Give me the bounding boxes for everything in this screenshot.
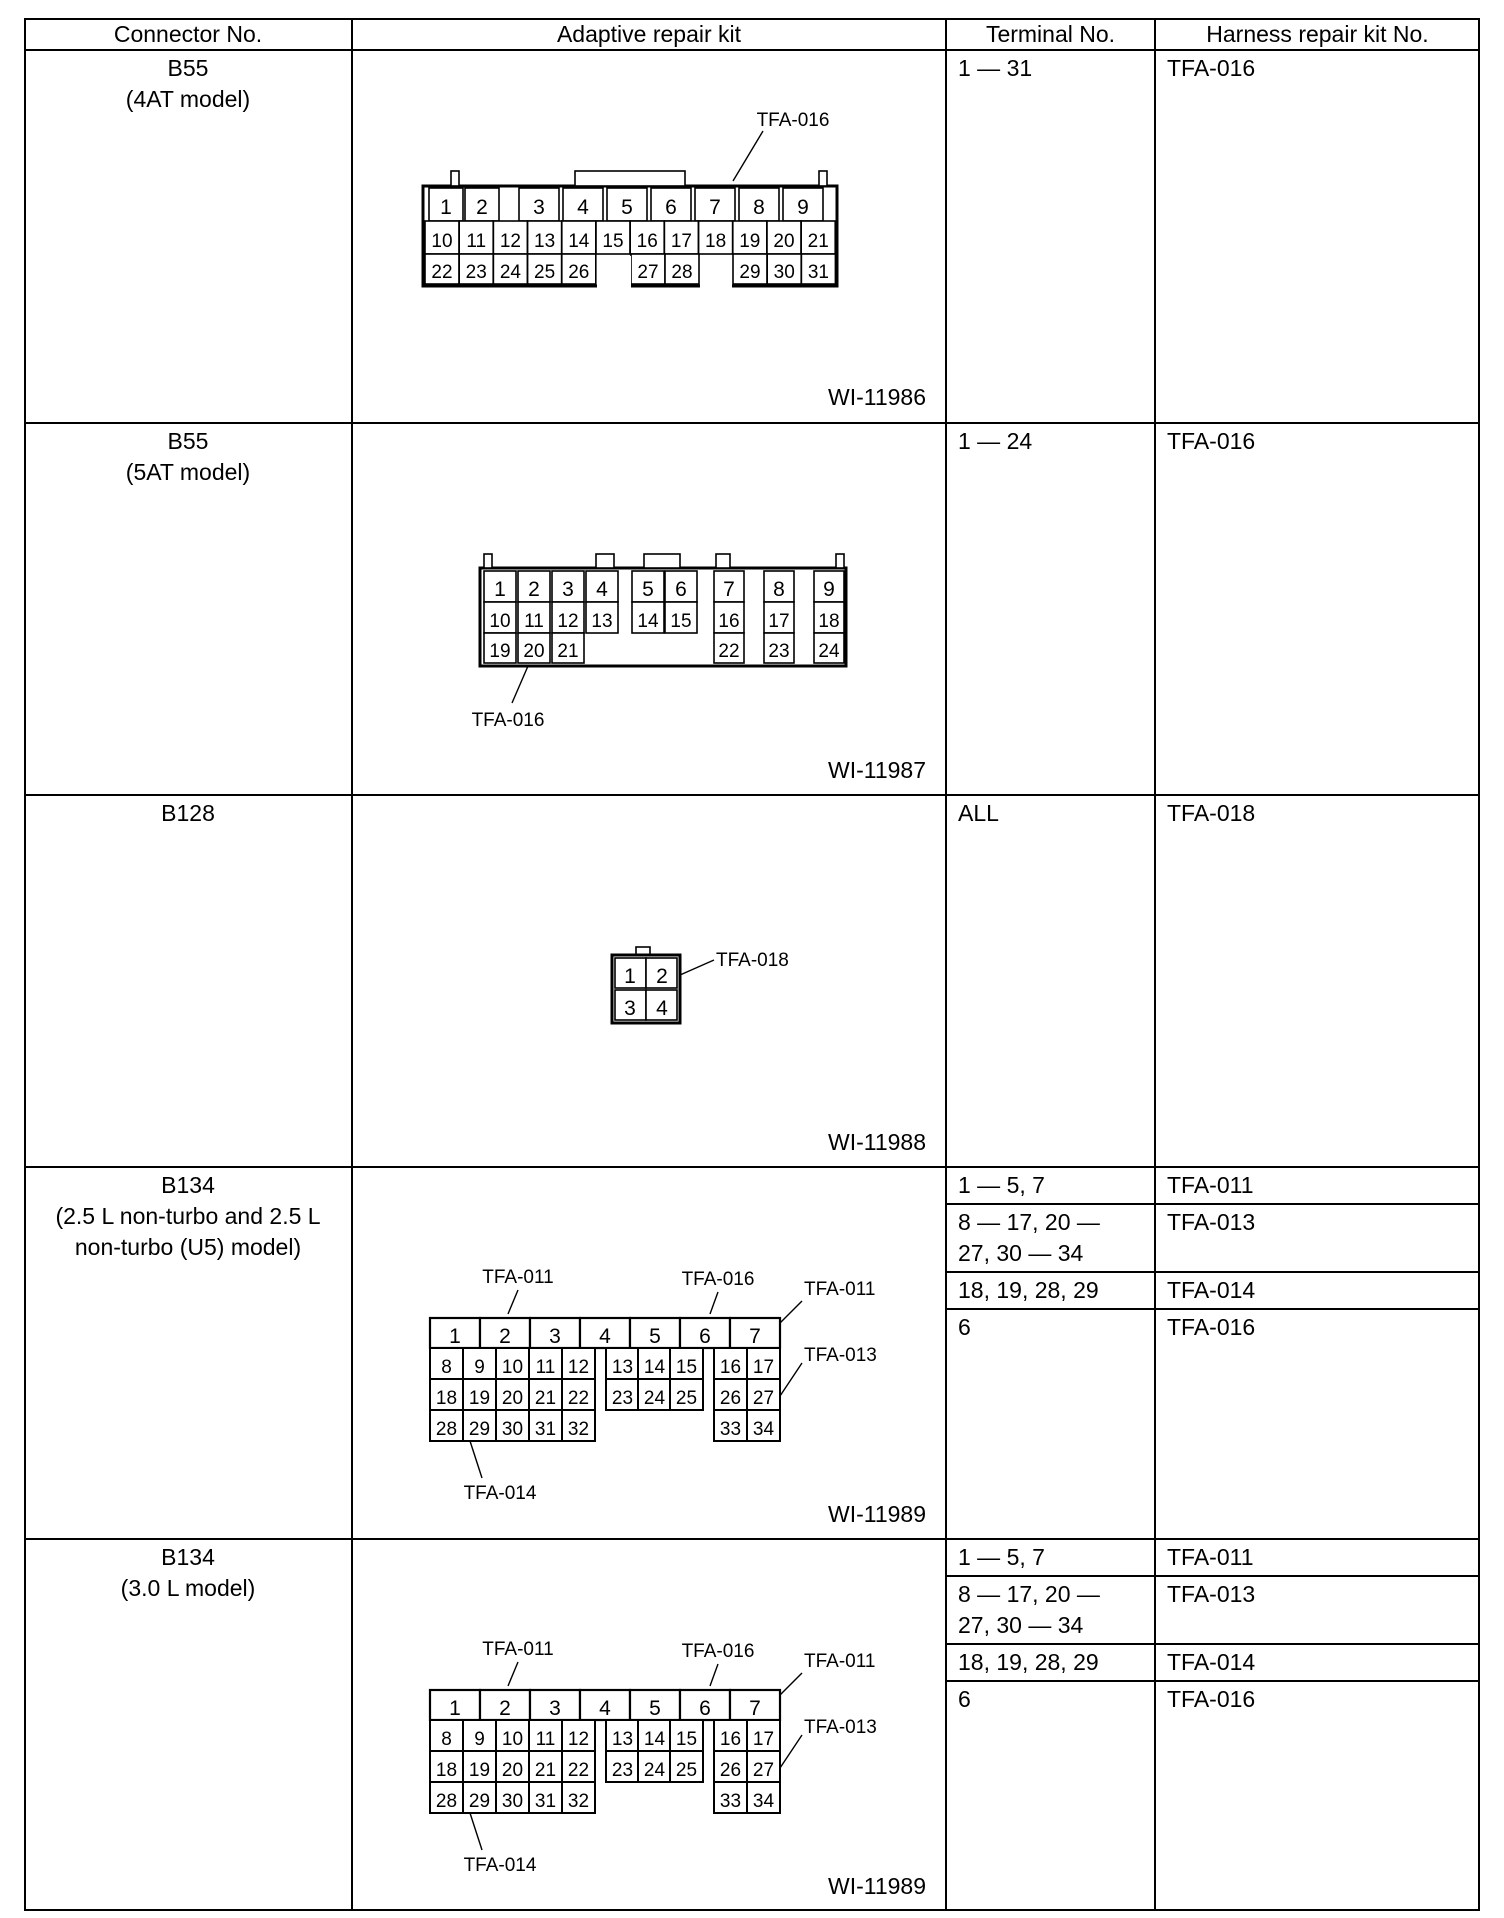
pin-number: 19: [739, 231, 761, 252]
pin-number: 11: [535, 1357, 556, 1378]
pin-number: 2: [476, 196, 488, 219]
pin-number: 7: [723, 578, 735, 601]
harness-kit-number: TFA-018: [1167, 800, 1256, 826]
pin-number: 15: [675, 1729, 698, 1750]
connector-b55-4at-diagram: [423, 110, 837, 288]
pin-number: 19: [468, 1388, 491, 1409]
pin-number: 13: [534, 231, 556, 252]
connector-b134-diagram: [430, 1267, 877, 1504]
pin-number: 11: [535, 1729, 556, 1750]
pin-number: 21: [807, 231, 829, 252]
pin-number: 4: [577, 196, 589, 219]
pin-number: 24: [643, 1760, 666, 1781]
pin-number: 17: [752, 1729, 775, 1750]
harness-kit-number: TFA-016: [1167, 55, 1256, 81]
pin-number: 8: [773, 578, 785, 601]
callout-leader: [470, 1813, 482, 1850]
pin-number: 3: [624, 997, 636, 1020]
pin-number: 12: [567, 1729, 590, 1750]
pin-number: 4: [599, 1325, 611, 1348]
terminal-range: 18, 19, 28, 29: [958, 1277, 1099, 1303]
pin-number: 9: [823, 578, 835, 601]
pin-number: 6: [665, 196, 677, 219]
pin-number: 3: [549, 1325, 561, 1348]
connector-label: B55: [167, 55, 209, 81]
pin-number: 8: [753, 196, 765, 219]
terminal-range: 1 — 31: [958, 55, 1033, 81]
figure-id: WI-11987: [827, 757, 926, 783]
callout-label: TFA-016: [681, 1269, 755, 1290]
pin-number: 5: [642, 578, 654, 601]
figure-id: WI-11989: [827, 1873, 926, 1899]
pin-number: 26: [719, 1760, 742, 1781]
pin-number: 26: [568, 262, 590, 283]
harness-kit-number: TFA-014: [1167, 1277, 1256, 1303]
callout-label: TFA-013: [804, 1345, 877, 1366]
terminal-range: 27, 30 — 34: [958, 1612, 1084, 1638]
pin-number: 21: [534, 1760, 557, 1781]
pin-number: 4: [599, 1697, 611, 1720]
callout-label: TFA-011: [804, 1651, 876, 1672]
pin-number: 1: [494, 578, 506, 601]
pin-number: 11: [466, 231, 487, 252]
pin-number: 5: [649, 1325, 661, 1348]
harness-kit-number: TFA-016: [1167, 1686, 1256, 1712]
terminal-range: 18, 19, 28, 29: [958, 1649, 1099, 1675]
pin-number: 7: [749, 1697, 761, 1720]
pin-number: 28: [671, 262, 693, 283]
terminal-range: 1 — 24: [958, 428, 1033, 454]
pin-number: 25: [534, 262, 556, 283]
callout-leader: [780, 1735, 802, 1768]
pin-number: 27: [752, 1388, 775, 1409]
pin-number: 23: [611, 1388, 634, 1409]
connector-label: B128: [161, 800, 215, 826]
pin-number: 10: [501, 1729, 524, 1750]
pin-number: 7: [749, 1325, 761, 1348]
pin-number: 18: [818, 611, 840, 632]
pin-number: 34: [752, 1791, 775, 1812]
pin-number: 31: [807, 262, 829, 283]
pin-number: 9: [474, 1729, 485, 1750]
header-kit: Adaptive repair kit: [556, 21, 742, 47]
pin-number: 1: [624, 965, 636, 988]
pin-number: 12: [499, 231, 521, 252]
callout-leader: [733, 131, 763, 181]
pin-number: 16: [718, 611, 740, 632]
pin-number: 22: [567, 1388, 590, 1409]
callout-label: TFA-016: [681, 1641, 755, 1662]
callout-leader: [508, 1290, 518, 1314]
connector-label: B134: [161, 1544, 215, 1570]
callout-label: TFA-013: [804, 1717, 877, 1738]
callout-leader: [710, 1292, 718, 1314]
pin-number: 17: [752, 1357, 775, 1378]
pin-number: 4: [596, 578, 608, 601]
terminal-range: 8 — 17, 20 —: [958, 1209, 1100, 1235]
pin-number: 20: [501, 1760, 524, 1781]
pin-number: 7: [709, 196, 721, 219]
pin-number: 18: [705, 231, 727, 252]
pin-number: 29: [468, 1791, 491, 1812]
terminal-range: 1 — 5, 7: [958, 1544, 1045, 1570]
pin-number: 16: [719, 1357, 742, 1378]
harness-kit-number: TFA-016: [1167, 428, 1256, 454]
callout-leader: [780, 1363, 802, 1396]
harness-kit-number: TFA-011: [1167, 1172, 1254, 1198]
pin-number: 30: [501, 1419, 524, 1440]
pin-number: 2: [499, 1325, 511, 1348]
pin-number: 24: [499, 262, 521, 283]
terminal-range: 8 — 17, 20 —: [958, 1581, 1100, 1607]
pin-number: 5: [649, 1697, 661, 1720]
callout-label: TFA-011: [804, 1279, 876, 1300]
pin-number: 33: [719, 1419, 742, 1440]
header-terminal: Terminal No.: [985, 21, 1116, 47]
pin-number: 3: [562, 578, 574, 601]
pin-number: 15: [670, 611, 692, 632]
figure-id: WI-11986: [827, 384, 926, 410]
terminal-range: 6: [958, 1314, 971, 1340]
pin-number: 34: [752, 1419, 775, 1440]
pin-number: 33: [719, 1791, 742, 1812]
callout-leader: [710, 1664, 718, 1686]
pin-number: 14: [568, 231, 590, 252]
pin-number: 6: [699, 1697, 711, 1720]
terminal-range: 27, 30 — 34: [958, 1240, 1084, 1266]
pin-number: 1: [449, 1697, 461, 1720]
pin-number: 23: [611, 1760, 634, 1781]
harness-kit-number: TFA-011: [1167, 1544, 1254, 1570]
callout-leader: [780, 1673, 802, 1695]
callout-label: TFA-014: [463, 1483, 537, 1504]
pin-number: 32: [567, 1791, 590, 1812]
harness-kit-number: TFA-014: [1167, 1649, 1256, 1675]
pin-number: 16: [719, 1729, 742, 1750]
pin-number: 14: [643, 1357, 666, 1378]
pin-number: 21: [534, 1388, 557, 1409]
callout-leader: [508, 1662, 518, 1686]
pin-number: 11: [524, 611, 544, 632]
connector-b128-diagram: [612, 947, 789, 1023]
callout-label: TFA-018: [716, 950, 789, 971]
callout-label: TFA-016: [756, 110, 830, 131]
figure-id: WI-11988: [827, 1129, 926, 1155]
pin-number: 22: [567, 1760, 590, 1781]
pin-number: 8: [441, 1357, 452, 1378]
pin-number: 2: [528, 578, 540, 601]
pin-number: 26: [719, 1388, 742, 1409]
pin-number: 25: [675, 1388, 698, 1409]
connector-label: (3.0 L model): [120, 1575, 256, 1601]
connector-label: (2.5 L non-turbo and 2.5 L: [55, 1203, 321, 1229]
connector-label: B134: [161, 1172, 215, 1198]
pin-number: 21: [557, 641, 579, 662]
pin-number: 14: [637, 611, 659, 632]
pin-number: 20: [523, 641, 545, 662]
pin-number: 23: [768, 641, 790, 662]
callout-label: TFA-011: [482, 1639, 554, 1660]
pin-number: 20: [501, 1388, 524, 1409]
pin-number: 28: [435, 1419, 458, 1440]
pin-number: 9: [797, 196, 809, 219]
repair-kit-table: [24, 18, 1480, 1911]
pin-number: 30: [501, 1791, 524, 1812]
connector-label: non-turbo (U5) model): [74, 1234, 302, 1260]
pin-number: 8: [441, 1729, 452, 1750]
pin-number: 15: [675, 1357, 698, 1378]
pin-number: 3: [533, 196, 545, 219]
pin-number: 22: [718, 641, 740, 662]
pin-number: 19: [489, 641, 511, 662]
pin-number: 19: [468, 1760, 491, 1781]
pin-number: 28: [435, 1791, 458, 1812]
pin-number: 24: [643, 1388, 666, 1409]
pin-number: 31: [534, 1791, 557, 1812]
pin-number: 10: [431, 231, 453, 252]
connector-label: B55: [167, 428, 209, 454]
pin-number: 20: [773, 231, 795, 252]
terminal-range: 6: [958, 1686, 971, 1712]
callout-leader: [680, 960, 714, 975]
pin-number: 23: [465, 262, 487, 283]
callout-label: TFA-016: [471, 710, 545, 731]
pin-number: 27: [637, 262, 659, 283]
pin-number: 27: [752, 1760, 775, 1781]
pin-number: 10: [489, 611, 511, 632]
pin-number: 14: [643, 1729, 666, 1750]
callout-leader: [780, 1301, 802, 1323]
pin-number: 31: [534, 1419, 557, 1440]
callout-label: TFA-014: [463, 1855, 537, 1876]
pin-number: 12: [557, 611, 579, 632]
harness-kit-number: TFA-013: [1167, 1209, 1256, 1235]
terminal-range: 1 — 5, 7: [958, 1172, 1045, 1198]
connector-b55-5at-diagram: [472, 554, 846, 731]
pin-number: 18: [435, 1388, 458, 1409]
pin-number: 29: [739, 262, 761, 283]
connector-label: (4AT model): [125, 86, 251, 112]
header-connector: Connector No.: [113, 21, 263, 47]
pin-number: 17: [768, 611, 790, 632]
pin-number: 12: [567, 1357, 590, 1378]
pin-number: 18: [435, 1760, 458, 1781]
pin-number: 6: [675, 578, 687, 601]
pin-number: 30: [773, 262, 795, 283]
pin-number: 13: [611, 1729, 634, 1750]
pin-number: 2: [499, 1697, 511, 1720]
table-grid: [24, 18, 1480, 1911]
pin-number: 13: [591, 611, 613, 632]
pin-number: 1: [449, 1325, 461, 1348]
pin-number: 13: [611, 1357, 634, 1378]
pin-number: 6: [699, 1325, 711, 1348]
pin-number: 3: [549, 1697, 561, 1720]
connector-b134-diagram: [430, 1639, 877, 1876]
callout-leader: [512, 666, 528, 703]
pin-number: 22: [431, 262, 453, 283]
pin-number: 2: [656, 965, 668, 988]
pin-number: 4: [656, 997, 668, 1020]
pin-number: 5: [621, 196, 633, 219]
harness-kit-number: TFA-016: [1167, 1314, 1256, 1340]
pin-number: 29: [468, 1419, 491, 1440]
pin-number: 17: [670, 231, 692, 252]
pin-number: 15: [602, 231, 624, 252]
pin-number: 32: [567, 1419, 590, 1440]
terminal-range: ALL: [958, 800, 999, 826]
figure-id: WI-11989: [827, 1501, 926, 1527]
callout-leader: [470, 1441, 482, 1478]
callout-label: TFA-011: [482, 1267, 554, 1288]
pin-number: 9: [474, 1357, 485, 1378]
pin-number: 25: [675, 1760, 698, 1781]
pin-number: 1: [440, 196, 452, 219]
pin-number: 10: [501, 1357, 524, 1378]
pin-number: 24: [818, 641, 840, 662]
harness-kit-number: TFA-013: [1167, 1581, 1256, 1607]
connector-label: (5AT model): [125, 459, 251, 485]
header-harness: Harness repair kit No.: [1206, 21, 1429, 47]
pin-number: 16: [636, 231, 658, 252]
